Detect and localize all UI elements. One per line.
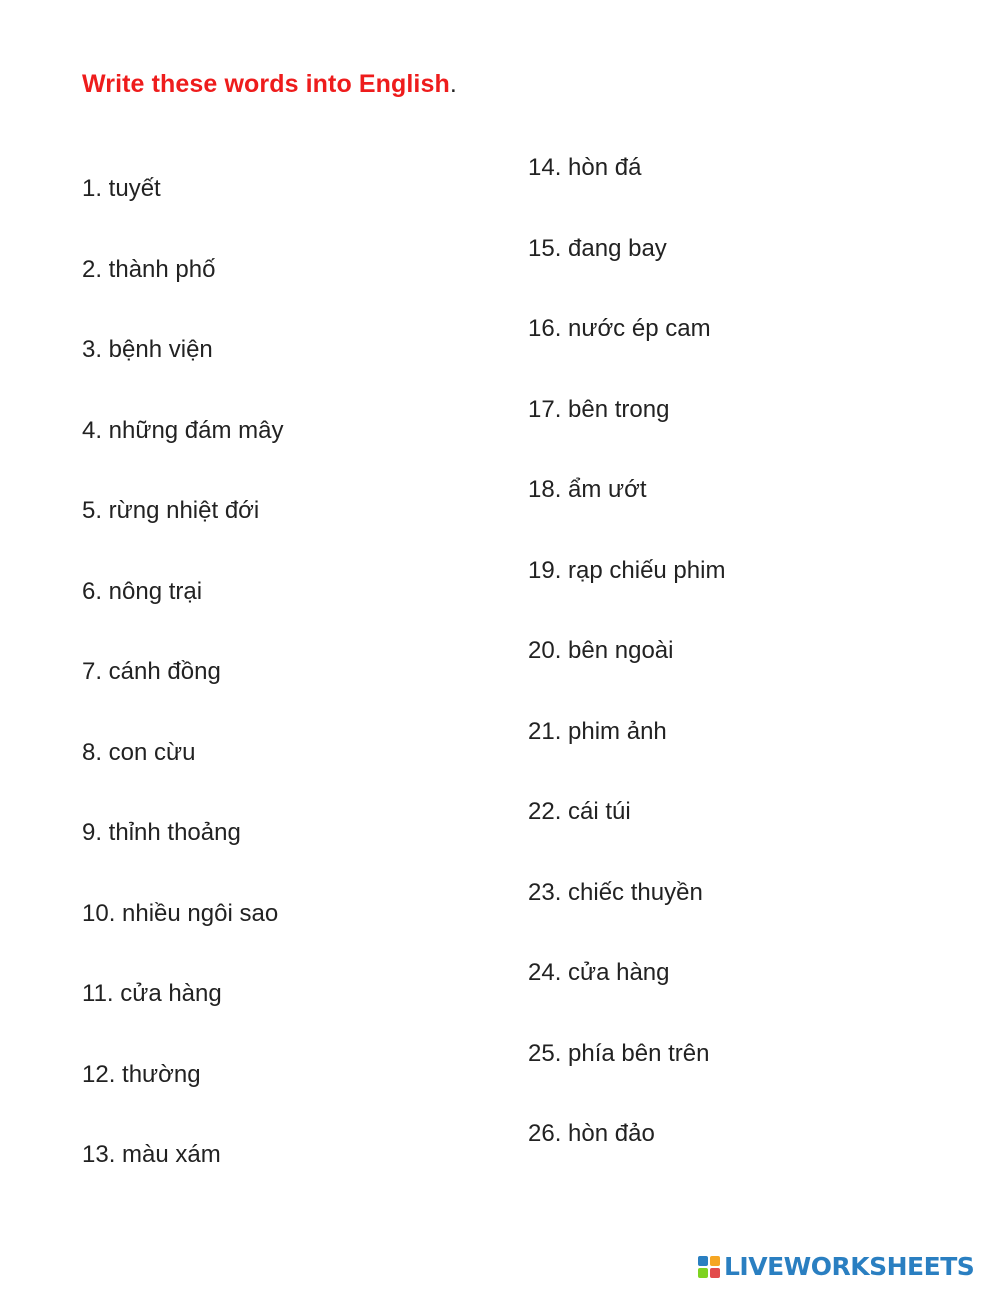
list-item: 15. đang bay [528, 234, 667, 262]
instruction-punct: . [449, 70, 457, 98]
list-item: 5. rừng nhiệt đới [82, 497, 260, 524]
liveworksheets-logo [698, 1252, 974, 1281]
logo-square [710, 1256, 720, 1266]
list-item: 14. hòn đá [528, 154, 642, 181]
instruction-text: Write these words into English [82, 70, 450, 98]
list-item: 17. bên trong [528, 395, 670, 423]
logo-square [710, 1268, 720, 1278]
logo-mark-icon [698, 1256, 720, 1278]
list-item: 19. rạp chiếu phim [528, 556, 726, 584]
logo-square [698, 1268, 708, 1278]
list-item: 23. chiếc thuyền [528, 878, 703, 906]
list-item: 13. màu xám [82, 1141, 221, 1168]
list-item: 2. thành phố [82, 255, 216, 283]
list-item: 12. thường [82, 1060, 201, 1088]
list-item: 1. tuyết [82, 175, 161, 202]
list-item: 16. nước ép cam [528, 315, 711, 342]
list-item: 3. bệnh viện [82, 336, 213, 363]
worksheet-instruction [82, 70, 457, 99]
logo-text: LIVEWORKSHEETS [724, 1252, 975, 1281]
logo-square [698, 1256, 708, 1266]
list-item: 7. cánh đồng [82, 658, 221, 685]
list-item: 9. thỉnh thoảng [82, 819, 241, 846]
list-item: 20. bên ngoài [528, 637, 674, 664]
list-item: 24. cửa hàng [528, 959, 670, 986]
list-item: 21. phim ảnh [528, 717, 667, 745]
list-item: 10. nhiều ngôi sao [82, 899, 279, 927]
list-item: 22. cái túi [528, 798, 631, 825]
list-item: 6. nông trại [82, 577, 203, 605]
list-item: 18. ẩm ướt [528, 476, 647, 503]
list-item: 4. những đám mây [82, 416, 284, 444]
list-item: 25. phía bên trên [528, 1039, 710, 1067]
list-item: 26. hòn đảo [528, 1120, 655, 1147]
list-item: 11. cửa hàng [82, 980, 222, 1007]
list-item: 8. con cừu [82, 738, 196, 766]
